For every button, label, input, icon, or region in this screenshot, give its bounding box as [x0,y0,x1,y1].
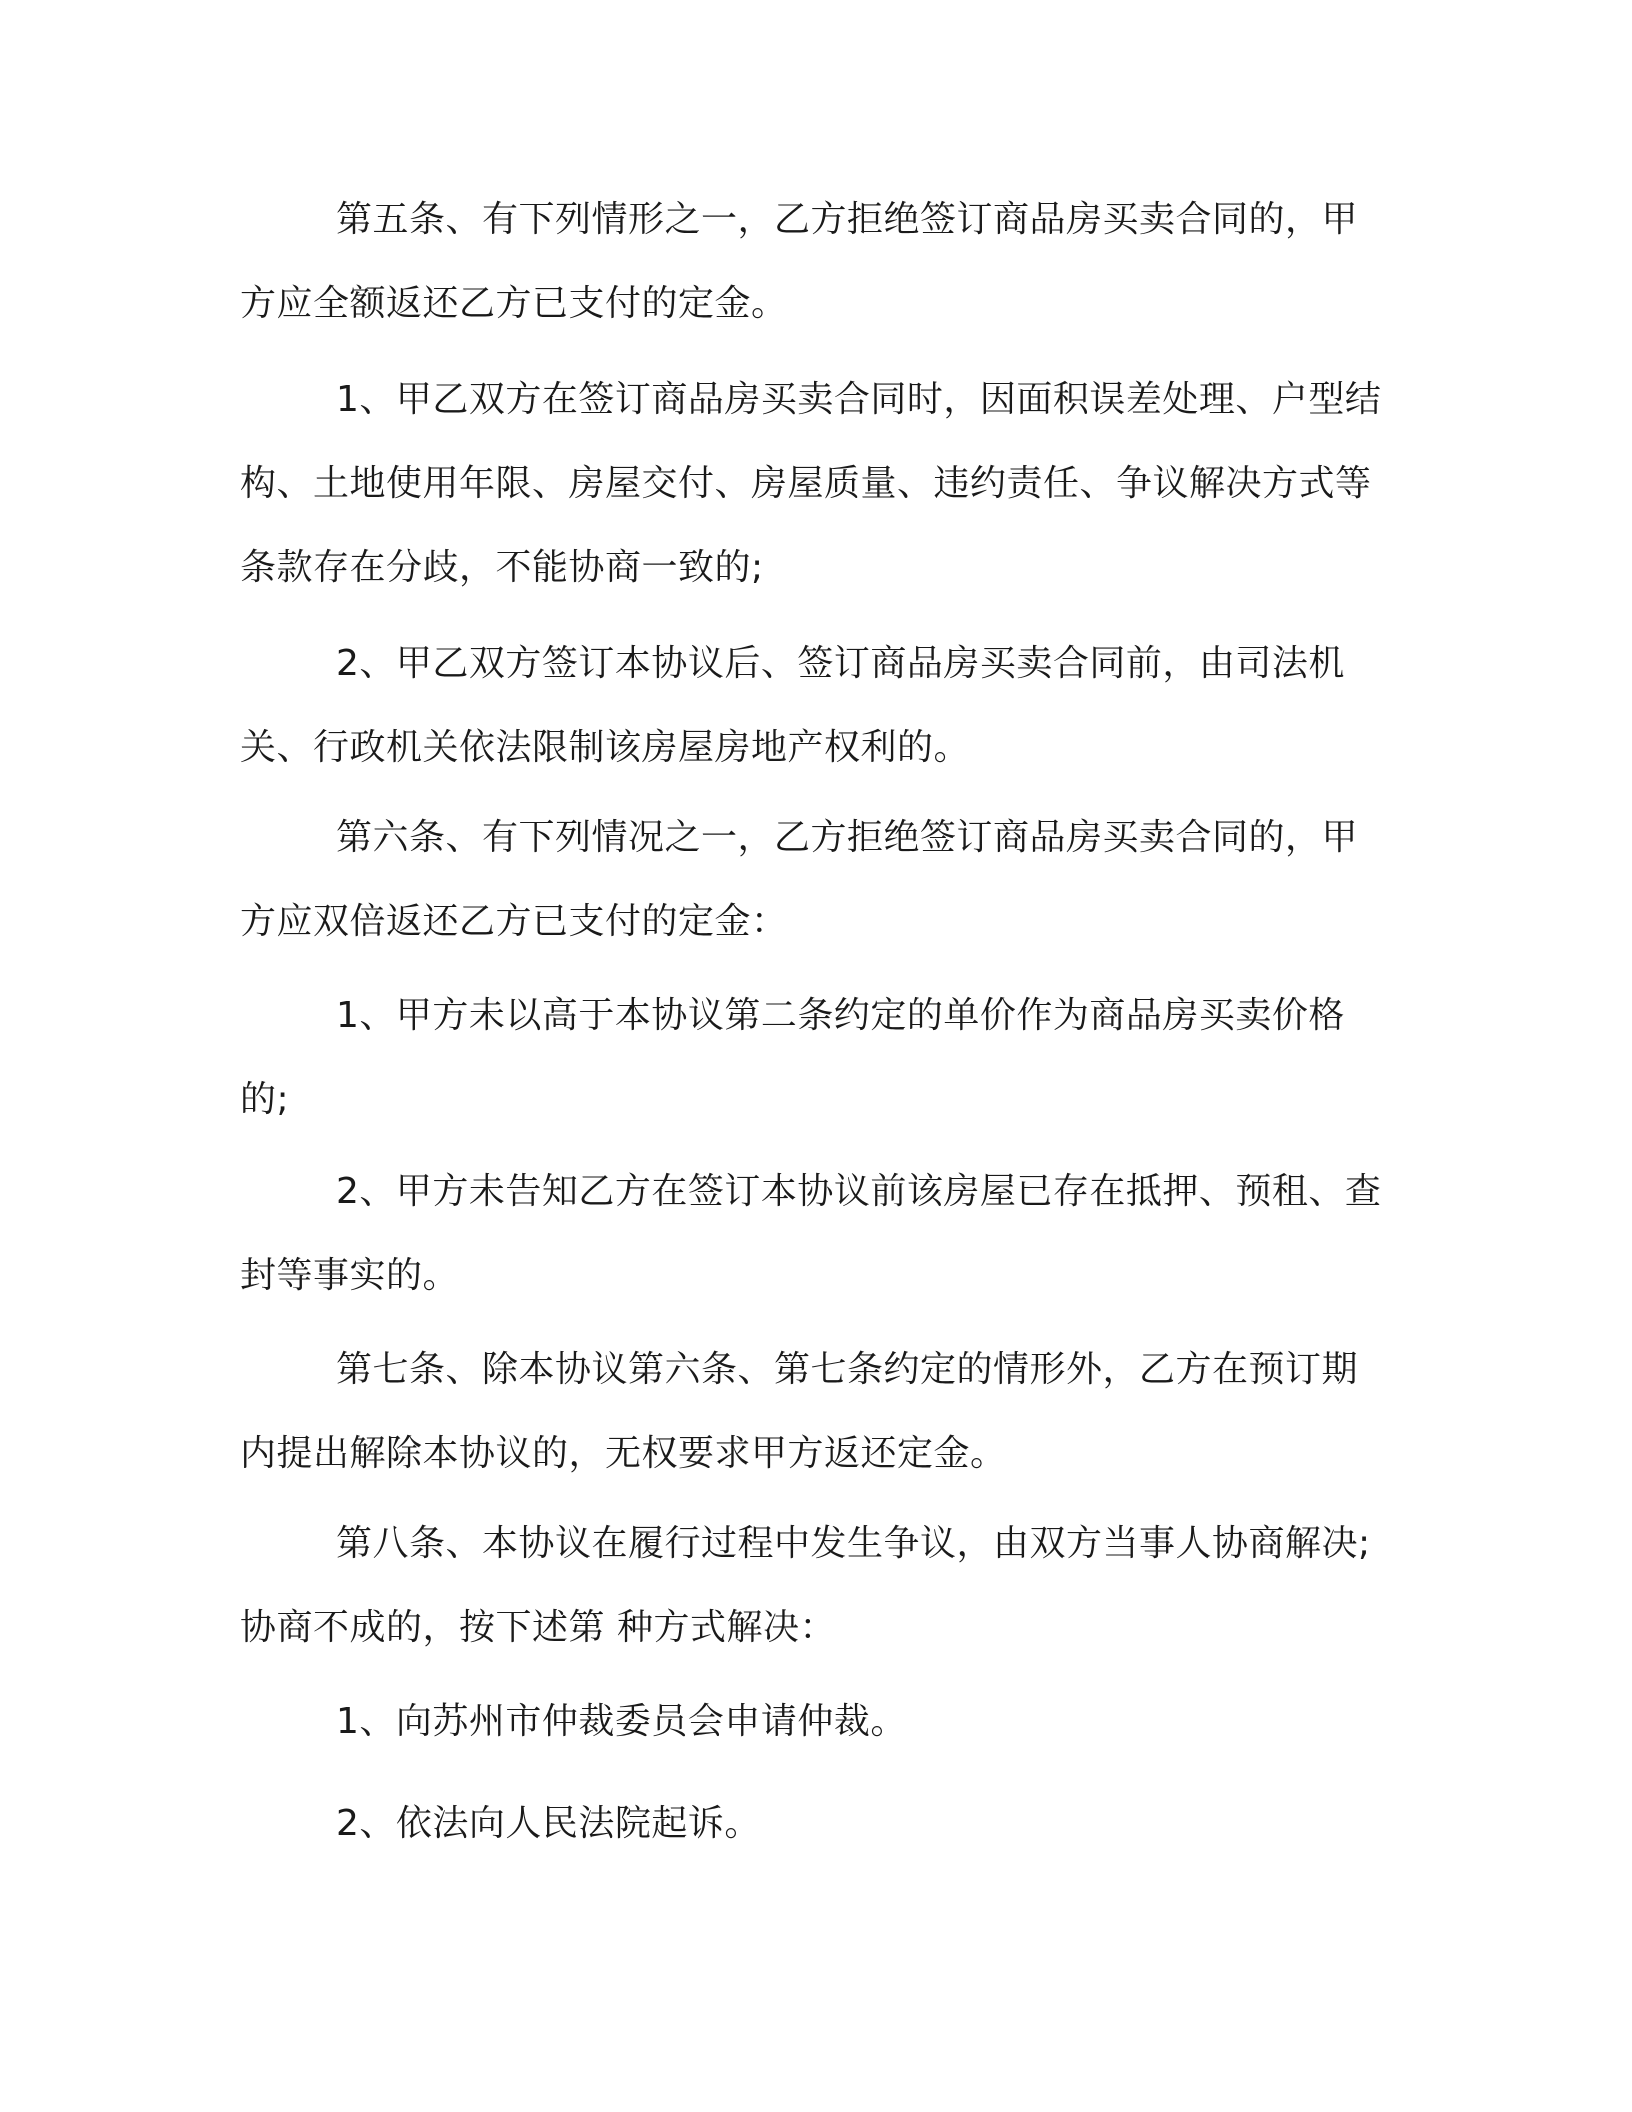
paragraph-article-8-item-1: 1、向苏州市仲裁委员会申请仲裁。 [336,1701,907,1742]
paragraph-article-5: 第五条、有下列情形之一，乙方拒绝签订商品房买卖合同的，甲方应全额返还乙方已支付的定金。 [240,199,1359,324]
paragraph-article-6-item-1: 1、甲方未以高于本协议第二条约定的单价作为商品房买卖价格的; [240,995,1345,1120]
paragraph-article-6-item-2: 2、甲方未告知乙方在签订本协议前该房屋已存在抵押、预租、查封等事实的。 [240,1171,1382,1296]
paragraph-article-8-item-2: 2、依法向人民法院起诉。 [336,1803,761,1844]
paragraph-article-6: 第六条、有下列情况之一，乙方拒绝签订商品房买卖合同的，甲方应双倍返还乙方已支付的定金： [240,817,1359,942]
paragraph-article-5-item-2: 2、甲乙双方签订本协议后、签订商品房买卖合同前，由司法机关、行政机关依法限制该房屋房地产权利的。 [240,643,1345,768]
paragraph-article-8: 第八条、本协议在履行过程中发生争议，由双方当事人协商解决;协商不成的，按下述第 种方式解决： [240,1523,1371,1648]
paragraph-article-7: 第七条、除本协议第六条、第七条约定的情形外，乙方在预订期内提出解除本协议的，无权要求甲方返还定金。 [240,1349,1359,1474]
paragraph-article-5-item-1: 1、甲乙双方在签订商品房买卖合同时，因面积误差处理、户型结构、土地使用年限、房屋交付、房屋质量、违约责任、争议解决方式等条款存在分歧，不能协商一致的; [240,379,1382,588]
